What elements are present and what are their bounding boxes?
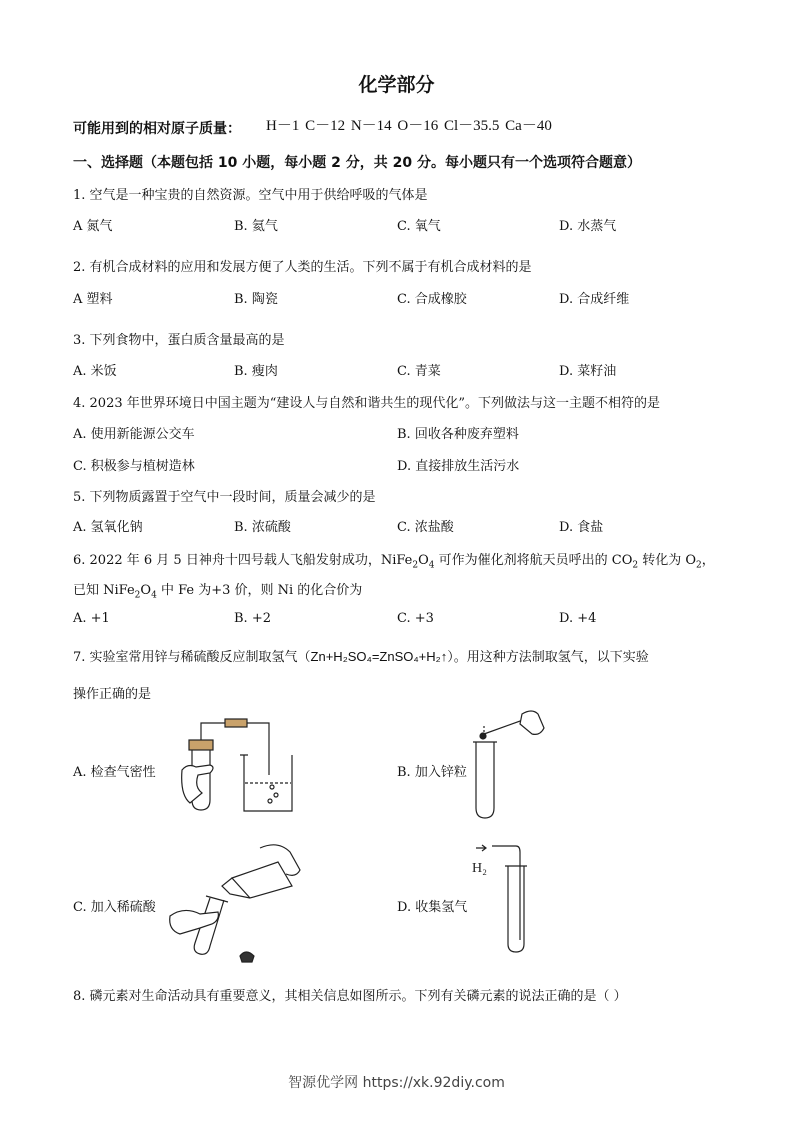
figure-collect-hydrogen [472, 840, 542, 955]
q7-option-c[interactable]: C. 加入稀硫酸 [73, 900, 156, 915]
hand [520, 711, 544, 734]
question-8: 8. 磷元素对生命活动具有重要意义，其相关信息如图所示。下列有关磷元素的说法正确的是（ ） [73, 989, 627, 1004]
q2-option-b[interactable]: B. 陶瓷 [234, 292, 278, 307]
q7-option-d[interactable]: D. 收集氢气 [397, 900, 468, 915]
page-title: 化学部分 [358, 74, 435, 96]
question-7-line-2: 操作正确的是 [73, 687, 152, 702]
q4-option-a[interactable]: A. 使用新能源公交车 [73, 427, 195, 442]
q3-option-a[interactable]: A. 米饭 [73, 364, 117, 379]
question-2: 2. 有机合成材料的应用和发展方便了人类的生活。下列不属于有机合成材料的是 [73, 260, 532, 275]
question-6-line-2: 已知 $NiFe_2O_4$ 中 Fe 为+3 价，则 Ni 的化合价为 [73, 583, 363, 601]
q2-option-d[interactable]: D. 合成纤维 [559, 292, 630, 307]
q6-option-c[interactable]: C. +3 [397, 611, 434, 626]
reagent-bottle [232, 862, 292, 898]
hand-tube [170, 910, 219, 934]
test-tube [473, 742, 497, 818]
q1-option-d[interactable]: D. 水蒸气 [559, 219, 617, 234]
q2-option-a[interactable]: A 塑料 [73, 292, 113, 307]
q4-option-b[interactable]: B. 回收各种废弃塑料 [397, 427, 519, 442]
q4-option-c[interactable]: C. 积极参与植树造林 [73, 459, 195, 474]
q6-option-d[interactable]: D. +4 [559, 611, 597, 626]
q3-option-d[interactable]: D. 菜籽油 [559, 364, 617, 379]
q4-option-d[interactable]: D. 直接排放生活污水 [397, 459, 520, 474]
q5-option-a[interactable]: A. 氢氧化钠 [73, 520, 143, 535]
stopper-on-table [240, 952, 254, 962]
atomic-mass-values: H－1 C－12 N－14 O－16 Cl－35.5 Ca－40 [266, 118, 552, 134]
question-7-line-1: 7. 实验室常用锌与稀硫酸反应制取氢气（Zn+H₂SO₄=ZnSO₄+H₂↑）。用这种方法制取氢气，以下实验 [73, 649, 649, 665]
question-4: 4. 2023 年世界环境日中国主题为“建设人与自然和谐共生的现代化”。下列做法与这一主题不相符的是 [73, 396, 661, 411]
question-6-line-1: 6. 2022 年 6 月 5 日神舟十四号载人飞船发射成功，$NiFe_2O_4$ 可作为催化剂将航天员呼出的 $CO_2$ 转化为 $O_2$， [73, 553, 715, 571]
q5-option-c[interactable]: C. 浓盐酸 [397, 520, 454, 535]
q6-option-a[interactable]: A. +1 [73, 611, 110, 626]
q3-option-c[interactable]: C. 青菜 [397, 364, 441, 379]
q2-option-c[interactable]: C. 合成橡胶 [397, 292, 467, 307]
atomic-mass-label: 可能用到的相对原子质量： [73, 121, 241, 137]
q3-option-b[interactable]: B. 瘦肉 [234, 364, 278, 379]
q1-option-a[interactable]: A 氮气 [73, 219, 113, 234]
section-header: 一、选择题（本题包括 10 小题，每小题 2 分，共 20 分。每小题只有一个选项符合题意） [73, 155, 641, 171]
footer-watermark: 智源优学网 https://xk.92diy.com [288, 1075, 505, 1091]
arrow-icon [476, 845, 486, 851]
figure-airtightness-check [180, 715, 310, 820]
question-5: 5. 下列物质露置于空气中一段时间，质量会减少的是 [73, 490, 376, 505]
question-1: 1. 空气是一种宝贵的自然资源。空气中用于供给呼吸的气体是 [73, 188, 428, 203]
figure-add-acid [160, 838, 310, 968]
q5-option-b[interactable]: B. 浓硫酸 [234, 520, 291, 535]
q1-option-c[interactable]: C. 氧气 [397, 219, 441, 234]
q6-option-b[interactable]: B. +2 [234, 611, 271, 626]
stopper [189, 740, 213, 750]
hand [182, 765, 213, 803]
question-3: 3. 下列食物中，蛋白质含量最高的是 [73, 333, 285, 348]
figure-add-zinc [462, 706, 552, 821]
h2-label: H₂ [472, 861, 487, 876]
reaction-equation: Zn+H₂SO₄=ZnSO₄+H₂↑ [310, 649, 448, 664]
rubber-connector [225, 719, 247, 727]
test-tube-inverted [505, 866, 527, 952]
q7-option-b[interactable]: B. 加入锌粒 [397, 765, 467, 780]
q1-option-b[interactable]: B. 氦气 [234, 219, 278, 234]
zinc-granule [480, 733, 486, 739]
q5-option-d[interactable]: D. 食盐 [559, 520, 604, 535]
delivery-tube [492, 846, 520, 940]
q7-option-a[interactable]: A. 检查气密性 [73, 765, 156, 780]
